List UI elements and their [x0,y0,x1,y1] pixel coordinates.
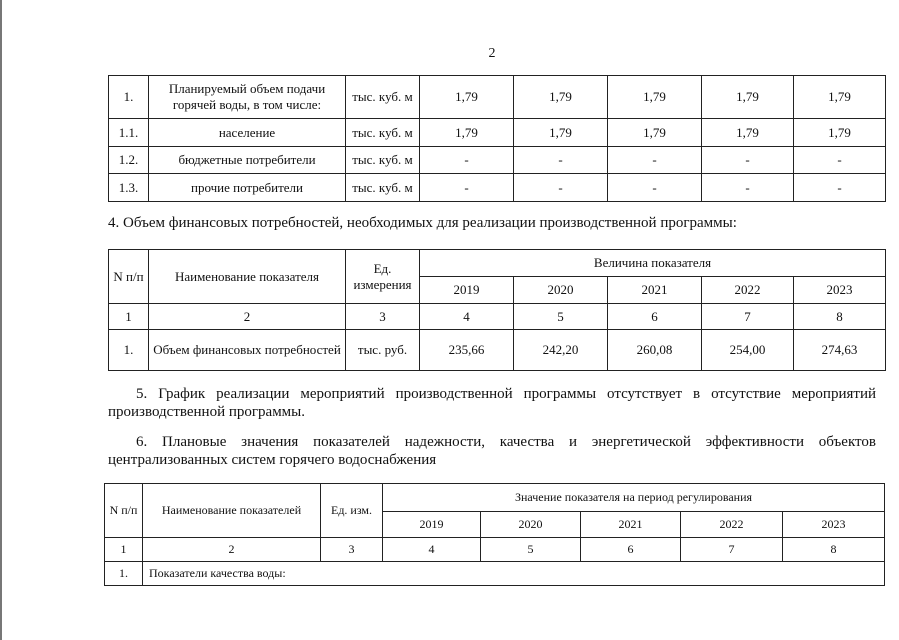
year-cell: 2021 [608,277,702,304]
value-cell: - [794,147,886,174]
header-number: N п/п [105,484,143,538]
table-row [109,76,886,119]
value-cell: - [514,174,608,202]
indicator-name: прочие потребители [149,174,346,202]
header-indicator-name: Наименование показателя [149,250,346,304]
value-cell: 274,63 [794,330,886,371]
value-cell: 242,20 [514,330,608,371]
year-cell: 2023 [783,512,885,538]
row-number: 1.2. [109,147,149,174]
value-cell: - [514,147,608,174]
index-cell: 6 [608,304,702,330]
indicator-group-name: Показатели качества воды: [143,562,885,586]
value-cell: - [702,147,794,174]
header-indicator-name: Наименование показателей [143,484,321,538]
unit-cell: тыс. куб. м [346,174,420,202]
index-cell: 1 [109,304,149,330]
page-edge-rule [0,0,2,640]
financial-needs-table [108,249,886,371]
value-cell: 1,79 [420,76,514,119]
year-cell: 2022 [702,277,794,304]
index-cell: 7 [702,304,794,330]
row-number: 1.3. [109,174,149,202]
year-cell: 2023 [794,277,886,304]
index-cell: 4 [383,538,481,562]
indicator-name: бюджетные потребители [149,147,346,174]
row-number: 1.1. [109,119,149,147]
index-cell: 8 [794,304,886,330]
header-value: Значение показателя на период регулирования [383,484,885,512]
table-row [105,562,885,586]
value-cell: - [608,174,702,202]
indicator-name: население [149,119,346,147]
water-supply-table [108,75,886,202]
section-6-text-line2: централизованных систем горячего водоснабжения [108,452,437,468]
value-cell: 1,79 [608,119,702,147]
value-cell: 1,79 [514,76,608,119]
index-cell: 7 [681,538,783,562]
indicator-name: Объем финансовых потребностей [149,330,346,371]
value-cell: 1,79 [794,119,886,147]
indicator-name: Планируемый объем подачи горячей воды, в том числе: [149,76,346,119]
header-unit: Ед. изм. [321,484,383,538]
index-cell: 6 [581,538,681,562]
table-header-row [109,250,886,277]
table-index-row [105,538,885,562]
index-cell: 8 [783,538,885,562]
header-unit: Ед. измерения [346,250,420,304]
year-cell: 2019 [420,277,514,304]
value-cell: - [702,174,794,202]
index-cell: 1 [105,538,143,562]
value-cell: - [420,147,514,174]
value-cell: 1,79 [702,76,794,119]
section-6-text-line1: 6. Плановые значения показателей надежности, качества и энергетической эффективности объектов [136,434,876,450]
table-header-row [105,484,885,512]
unit-cell: тыс. куб. м [346,147,420,174]
value-cell: - [608,147,702,174]
unit-cell: тыс. куб. м [346,76,420,119]
value-cell: 1,79 [420,119,514,147]
year-cell: 2019 [383,512,481,538]
reliability-indicators-table [104,483,885,586]
row-number: 1. [105,562,143,586]
unit-cell: тыс. куб. м [346,119,420,147]
year-cell: 2022 [681,512,783,538]
value-cell: 1,79 [514,119,608,147]
index-cell: 4 [420,304,514,330]
header-number: N п/п [109,250,149,304]
page-number: 2 [488,46,496,61]
unit-cell: тыс. руб. [346,330,420,371]
header-value: Величина показателя [420,250,886,277]
value-cell: 1,79 [702,119,794,147]
index-cell: 3 [346,304,420,330]
index-cell: 3 [321,538,383,562]
index-cell: 5 [514,304,608,330]
year-cell: 2020 [514,277,608,304]
value-cell: 254,00 [702,330,794,371]
section-4-heading: 4. Объем финансовых потребностей, необходимых для реализации производственной программы: [108,215,737,231]
value-cell: 1,79 [794,76,886,119]
section-5-text-line2: производственной программы. [108,404,306,420]
value-cell: 1,79 [608,76,702,119]
table-row [109,119,886,147]
index-cell: 5 [481,538,581,562]
section-5-text-line1: 5. График реализации мероприятий производственной программы отсутствует в отсутствие мероприятий [136,386,876,402]
value-cell: 235,66 [420,330,514,371]
value-cell: - [794,174,886,202]
year-cell: 2021 [581,512,681,538]
value-cell: 260,08 [608,330,702,371]
index-cell: 2 [149,304,346,330]
index-cell: 2 [143,538,321,562]
table-row [109,174,886,202]
row-number: 1. [109,330,149,371]
year-cell: 2020 [481,512,581,538]
value-cell: - [420,174,514,202]
table-index-row [109,304,886,330]
table-row [109,330,886,371]
row-number: 1. [109,76,149,119]
table-row [109,147,886,174]
